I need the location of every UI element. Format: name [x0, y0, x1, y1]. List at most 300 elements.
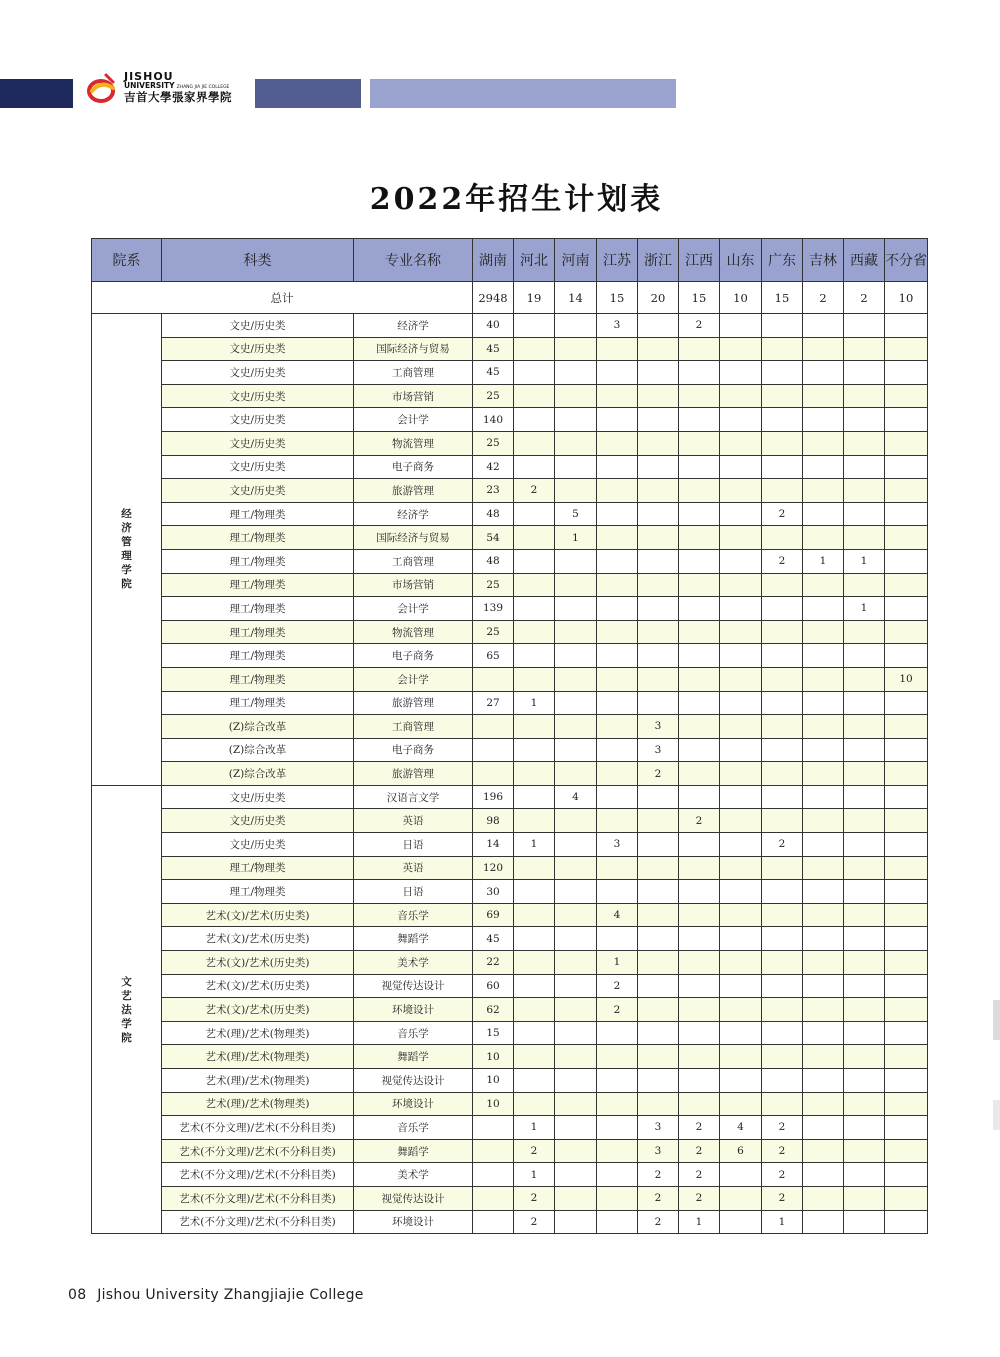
- quota-cell: [638, 974, 679, 998]
- column-header: 西藏: [844, 239, 885, 282]
- quota-cell: [555, 597, 597, 621]
- table-row: [92, 1021, 928, 1045]
- quota-cell: [555, 337, 597, 361]
- quota-cell: [885, 1021, 928, 1045]
- major-cell: 视觉传达设计: [354, 1069, 473, 1093]
- quota-cell: 196: [473, 785, 514, 809]
- category-cell: 理工/物理类: [162, 597, 354, 621]
- quota-cell: [597, 762, 638, 786]
- quota-cell: [555, 361, 597, 385]
- quota-cell: [473, 715, 514, 739]
- table-row: [92, 1186, 928, 1210]
- quota-cell: [679, 738, 720, 762]
- quota-cell: [844, 833, 885, 857]
- quota-cell: 2: [514, 1139, 555, 1163]
- logo-text-cn: 吉首大學張家界學院: [124, 90, 232, 104]
- quota-cell: [885, 408, 928, 432]
- table-row: [92, 644, 928, 668]
- quota-cell: [885, 314, 928, 338]
- quota-cell: [762, 1021, 803, 1045]
- quota-cell: 1: [803, 549, 844, 573]
- quota-cell: [885, 455, 928, 479]
- quota-cell: 25: [473, 620, 514, 644]
- quota-cell: [679, 903, 720, 927]
- quota-cell: [885, 361, 928, 385]
- quota-cell: [555, 1186, 597, 1210]
- quota-cell: [844, 667, 885, 691]
- quota-cell: [597, 526, 638, 550]
- quota-cell: [844, 526, 885, 550]
- quota-cell: [597, 715, 638, 739]
- table-row: [92, 479, 928, 503]
- total-label: 总计: [92, 282, 473, 314]
- quota-cell: [844, 479, 885, 503]
- table-row: [92, 431, 928, 455]
- quota-cell: [885, 951, 928, 975]
- quota-cell: [679, 502, 720, 526]
- quota-cell: [762, 738, 803, 762]
- quota-cell: [555, 1092, 597, 1116]
- quota-cell: 3: [638, 715, 679, 739]
- quota-cell: [638, 384, 679, 408]
- table-row: [92, 1116, 928, 1140]
- category-cell: 艺术(文)/艺术(历史类): [162, 998, 354, 1022]
- quota-cell: [597, 644, 638, 668]
- quota-cell: [638, 927, 679, 951]
- major-cell: 电子商务: [354, 455, 473, 479]
- header-bar-dark: [0, 79, 73, 108]
- quota-cell: [597, 431, 638, 455]
- table-row: [92, 314, 928, 338]
- table-row: [92, 1045, 928, 1069]
- total-row: [92, 282, 928, 314]
- total-cell: 10: [885, 282, 928, 314]
- table-row: [92, 1163, 928, 1187]
- quota-cell: [844, 1186, 885, 1210]
- quota-cell: [597, 809, 638, 833]
- quota-cell: [720, 762, 762, 786]
- quota-cell: 69: [473, 903, 514, 927]
- footer-college-name: Jishou University Zhangjiajie College: [97, 1287, 364, 1303]
- quota-cell: 2: [638, 1186, 679, 1210]
- quota-cell: [638, 573, 679, 597]
- quota-cell: 2: [514, 1210, 555, 1234]
- category-cell: (Z)综合改革: [162, 762, 354, 786]
- quota-cell: [803, 314, 844, 338]
- quota-cell: [844, 314, 885, 338]
- quota-cell: [885, 502, 928, 526]
- quota-cell: [803, 903, 844, 927]
- quota-cell: [885, 526, 928, 550]
- quota-cell: [844, 998, 885, 1022]
- quota-cell: [555, 998, 597, 1022]
- quota-cell: [514, 903, 555, 927]
- quota-cell: [597, 667, 638, 691]
- quota-cell: [597, 1186, 638, 1210]
- quota-cell: 139: [473, 597, 514, 621]
- major-cell: 日语: [354, 833, 473, 857]
- quota-cell: [803, 1163, 844, 1187]
- quota-cell: [555, 1045, 597, 1069]
- quota-cell: [638, 1045, 679, 1069]
- quota-cell: [844, 361, 885, 385]
- quota-cell: [885, 384, 928, 408]
- quota-cell: [844, 785, 885, 809]
- quota-cell: [720, 951, 762, 975]
- table-row: [92, 927, 928, 951]
- quota-cell: [885, 856, 928, 880]
- quota-cell: [844, 715, 885, 739]
- quota-cell: 5: [555, 502, 597, 526]
- major-cell: 旅游管理: [354, 762, 473, 786]
- quota-cell: [720, 903, 762, 927]
- quota-cell: [844, 1069, 885, 1093]
- quota-cell: [803, 738, 844, 762]
- table-row: [92, 597, 928, 621]
- column-header: 江西: [679, 239, 720, 282]
- quota-cell: [885, 974, 928, 998]
- quota-cell: [473, 762, 514, 786]
- quota-cell: [720, 549, 762, 573]
- quota-cell: [638, 502, 679, 526]
- quota-cell: [885, 1163, 928, 1187]
- quota-cell: [885, 809, 928, 833]
- column-header: 不分省: [885, 239, 928, 282]
- quota-cell: [720, 620, 762, 644]
- quota-cell: [514, 573, 555, 597]
- quota-cell: [720, 833, 762, 857]
- quota-cell: [638, 479, 679, 503]
- quota-cell: [597, 597, 638, 621]
- quota-cell: [762, 809, 803, 833]
- category-cell: 艺术(不分文理)/艺术(不分科目类): [162, 1163, 354, 1187]
- quota-cell: [514, 549, 555, 573]
- quota-cell: [679, 431, 720, 455]
- quota-cell: [885, 998, 928, 1022]
- enrollment-plan-table: [91, 238, 928, 1234]
- category-cell: 艺术(文)/艺术(历史类): [162, 974, 354, 998]
- quota-cell: [885, 833, 928, 857]
- quota-cell: [597, 1021, 638, 1045]
- quota-cell: 45: [473, 927, 514, 951]
- major-cell: 环境设计: [354, 1092, 473, 1116]
- quota-cell: [803, 526, 844, 550]
- category-cell: 理工/物理类: [162, 691, 354, 715]
- page-edge-mark: [993, 1000, 1000, 1040]
- quota-cell: [762, 455, 803, 479]
- quota-cell: [844, 974, 885, 998]
- quota-cell: [679, 856, 720, 880]
- quota-cell: [679, 597, 720, 621]
- quota-cell: 45: [473, 337, 514, 361]
- quota-cell: 62: [473, 998, 514, 1022]
- quota-cell: [762, 715, 803, 739]
- quota-cell: [844, 738, 885, 762]
- table-body: [92, 314, 928, 1234]
- quota-cell: [844, 1045, 885, 1069]
- quota-cell: 3: [638, 1139, 679, 1163]
- quota-cell: [638, 1092, 679, 1116]
- quota-cell: [638, 691, 679, 715]
- quota-cell: 1: [762, 1210, 803, 1234]
- quota-cell: 42: [473, 455, 514, 479]
- quota-cell: [762, 762, 803, 786]
- quota-cell: [638, 337, 679, 361]
- category-cell: 艺术(不分文理)/艺术(不分科目类): [162, 1186, 354, 1210]
- quota-cell: 4: [555, 785, 597, 809]
- quota-cell: [638, 408, 679, 432]
- quota-cell: [555, 1139, 597, 1163]
- quota-cell: [803, 809, 844, 833]
- quota-cell: [514, 1092, 555, 1116]
- quota-cell: [555, 455, 597, 479]
- header-bar-mid: [255, 79, 361, 108]
- quota-cell: [514, 455, 555, 479]
- quota-cell: [803, 502, 844, 526]
- quota-cell: [473, 1116, 514, 1140]
- quota-cell: [679, 526, 720, 550]
- category-cell: 文史/历史类: [162, 337, 354, 361]
- major-cell: 物流管理: [354, 431, 473, 455]
- table-row: [92, 408, 928, 432]
- quota-cell: [844, 620, 885, 644]
- quota-cell: 4: [720, 1116, 762, 1140]
- major-cell: 音乐学: [354, 1116, 473, 1140]
- table-row: [92, 1139, 928, 1163]
- quota-cell: [885, 1045, 928, 1069]
- quota-cell: [803, 1139, 844, 1163]
- quota-cell: [885, 762, 928, 786]
- quota-cell: [762, 951, 803, 975]
- major-cell: 市场营销: [354, 384, 473, 408]
- quota-cell: [885, 549, 928, 573]
- quota-cell: [514, 951, 555, 975]
- quota-cell: [803, 597, 844, 621]
- category-cell: 文史/历史类: [162, 833, 354, 857]
- total-cell: 10: [720, 282, 762, 314]
- table-row: [92, 361, 928, 385]
- category-cell: 艺术(理)/艺术(物理类): [162, 1045, 354, 1069]
- column-header: 吉林: [803, 239, 844, 282]
- quota-cell: [597, 785, 638, 809]
- quota-cell: 2: [679, 1139, 720, 1163]
- quota-cell: [844, 809, 885, 833]
- quota-cell: 1: [514, 1116, 555, 1140]
- quota-cell: [720, 455, 762, 479]
- column-header: 湖南: [473, 239, 514, 282]
- quota-cell: [720, 1069, 762, 1093]
- quota-cell: [803, 479, 844, 503]
- quota-cell: [885, 1069, 928, 1093]
- quota-cell: [885, 1186, 928, 1210]
- quota-cell: [885, 738, 928, 762]
- department-name: 经济管理学院: [121, 508, 132, 591]
- quota-cell: [638, 809, 679, 833]
- category-cell: 艺术(不分文理)/艺术(不分科目类): [162, 1210, 354, 1234]
- total-cell: 15: [597, 282, 638, 314]
- quota-cell: [720, 502, 762, 526]
- quota-cell: [762, 1045, 803, 1069]
- quota-cell: 10: [473, 1092, 514, 1116]
- department-cell: [92, 785, 162, 1233]
- quota-cell: [514, 408, 555, 432]
- table-row: [92, 738, 928, 762]
- quota-cell: [720, 431, 762, 455]
- quota-cell: [638, 431, 679, 455]
- category-cell: 文史/历史类: [162, 785, 354, 809]
- quota-cell: 2: [638, 1163, 679, 1187]
- quota-cell: [803, 431, 844, 455]
- quota-cell: [597, 549, 638, 573]
- category-cell: 艺术(文)/艺术(历史类): [162, 903, 354, 927]
- quota-cell: [762, 903, 803, 927]
- quota-cell: 98: [473, 809, 514, 833]
- quota-cell: [803, 691, 844, 715]
- quota-cell: [885, 903, 928, 927]
- category-cell: 理工/物理类: [162, 549, 354, 573]
- table-row: [92, 856, 928, 880]
- quota-cell: [638, 667, 679, 691]
- category-cell: 艺术(文)/艺术(历史类): [162, 951, 354, 975]
- quota-cell: 25: [473, 431, 514, 455]
- quota-cell: [803, 856, 844, 880]
- quota-cell: [473, 1210, 514, 1234]
- quota-cell: [885, 1139, 928, 1163]
- quota-cell: [638, 526, 679, 550]
- quota-cell: [555, 384, 597, 408]
- table-row: [92, 337, 928, 361]
- quota-cell: 2: [762, 1163, 803, 1187]
- quota-cell: [720, 1210, 762, 1234]
- quota-cell: [514, 998, 555, 1022]
- quota-cell: [597, 384, 638, 408]
- quota-cell: [679, 785, 720, 809]
- column-header: 专业名称: [354, 239, 473, 282]
- category-cell: 理工/物理类: [162, 856, 354, 880]
- quota-cell: 2: [762, 1186, 803, 1210]
- quota-cell: [555, 903, 597, 927]
- quota-cell: [638, 903, 679, 927]
- quota-cell: [514, 620, 555, 644]
- quota-cell: [803, 998, 844, 1022]
- quota-cell: [803, 667, 844, 691]
- quota-cell: [514, 927, 555, 951]
- quota-cell: [762, 597, 803, 621]
- table-row: [92, 573, 928, 597]
- quota-cell: [720, 361, 762, 385]
- column-header: 河北: [514, 239, 555, 282]
- quota-cell: [555, 762, 597, 786]
- quota-cell: [885, 715, 928, 739]
- quota-cell: [597, 620, 638, 644]
- quota-cell: [803, 620, 844, 644]
- quota-cell: [555, 691, 597, 715]
- quota-cell: 2: [762, 549, 803, 573]
- quota-cell: [844, 1092, 885, 1116]
- quota-cell: [514, 715, 555, 739]
- quota-cell: [638, 998, 679, 1022]
- major-cell: 国际经济与贸易: [354, 337, 473, 361]
- table-header-row: [92, 239, 928, 282]
- quota-cell: [803, 1045, 844, 1069]
- quota-cell: 2: [762, 1139, 803, 1163]
- quota-cell: [844, 1021, 885, 1045]
- major-cell: 经济学: [354, 314, 473, 338]
- quota-cell: 1: [514, 691, 555, 715]
- quota-cell: [885, 597, 928, 621]
- quota-cell: [720, 1021, 762, 1045]
- quota-cell: 10: [473, 1045, 514, 1069]
- category-cell: 文史/历史类: [162, 479, 354, 503]
- quota-cell: [844, 691, 885, 715]
- quota-cell: [555, 644, 597, 668]
- quota-cell: [885, 880, 928, 904]
- quota-cell: 1: [514, 833, 555, 857]
- major-cell: 电子商务: [354, 644, 473, 668]
- quota-cell: [514, 738, 555, 762]
- quota-cell: 22: [473, 951, 514, 975]
- quota-cell: [679, 1045, 720, 1069]
- quota-cell: 1: [679, 1210, 720, 1234]
- quota-cell: [555, 974, 597, 998]
- major-cell: 舞蹈学: [354, 1045, 473, 1069]
- quota-cell: 2: [679, 809, 720, 833]
- quota-cell: [885, 644, 928, 668]
- quota-cell: 1: [844, 549, 885, 573]
- quota-cell: [844, 880, 885, 904]
- quota-cell: [597, 1116, 638, 1140]
- quota-cell: [597, 502, 638, 526]
- quota-cell: [803, 880, 844, 904]
- quota-cell: 54: [473, 526, 514, 550]
- quota-cell: 120: [473, 856, 514, 880]
- quota-cell: [679, 715, 720, 739]
- quota-cell: [762, 998, 803, 1022]
- table-row: [92, 691, 928, 715]
- total-cell: 2948: [473, 282, 514, 314]
- quota-cell: [885, 785, 928, 809]
- quota-cell: [844, 573, 885, 597]
- quota-cell: [679, 1069, 720, 1093]
- quota-cell: [473, 1139, 514, 1163]
- quota-cell: [885, 691, 928, 715]
- quota-cell: [762, 1069, 803, 1093]
- column-header: 浙江: [638, 239, 679, 282]
- quota-cell: [762, 644, 803, 668]
- quota-cell: [720, 408, 762, 432]
- quota-cell: [597, 1092, 638, 1116]
- category-cell: 文史/历史类: [162, 408, 354, 432]
- category-cell: 文史/历史类: [162, 361, 354, 385]
- quota-cell: [762, 384, 803, 408]
- header-bar-light: [370, 79, 676, 108]
- department-cell: [92, 314, 162, 786]
- quota-cell: [762, 314, 803, 338]
- quota-cell: [555, 951, 597, 975]
- quota-cell: [638, 856, 679, 880]
- quota-cell: [720, 715, 762, 739]
- table-row: [92, 951, 928, 975]
- quota-cell: [762, 880, 803, 904]
- quota-cell: [844, 431, 885, 455]
- quota-cell: [720, 785, 762, 809]
- total-cell: 20: [638, 282, 679, 314]
- major-cell: 工商管理: [354, 361, 473, 385]
- quota-cell: 2: [514, 479, 555, 503]
- quota-cell: [762, 408, 803, 432]
- table-row: [92, 880, 928, 904]
- quota-cell: [597, 1163, 638, 1187]
